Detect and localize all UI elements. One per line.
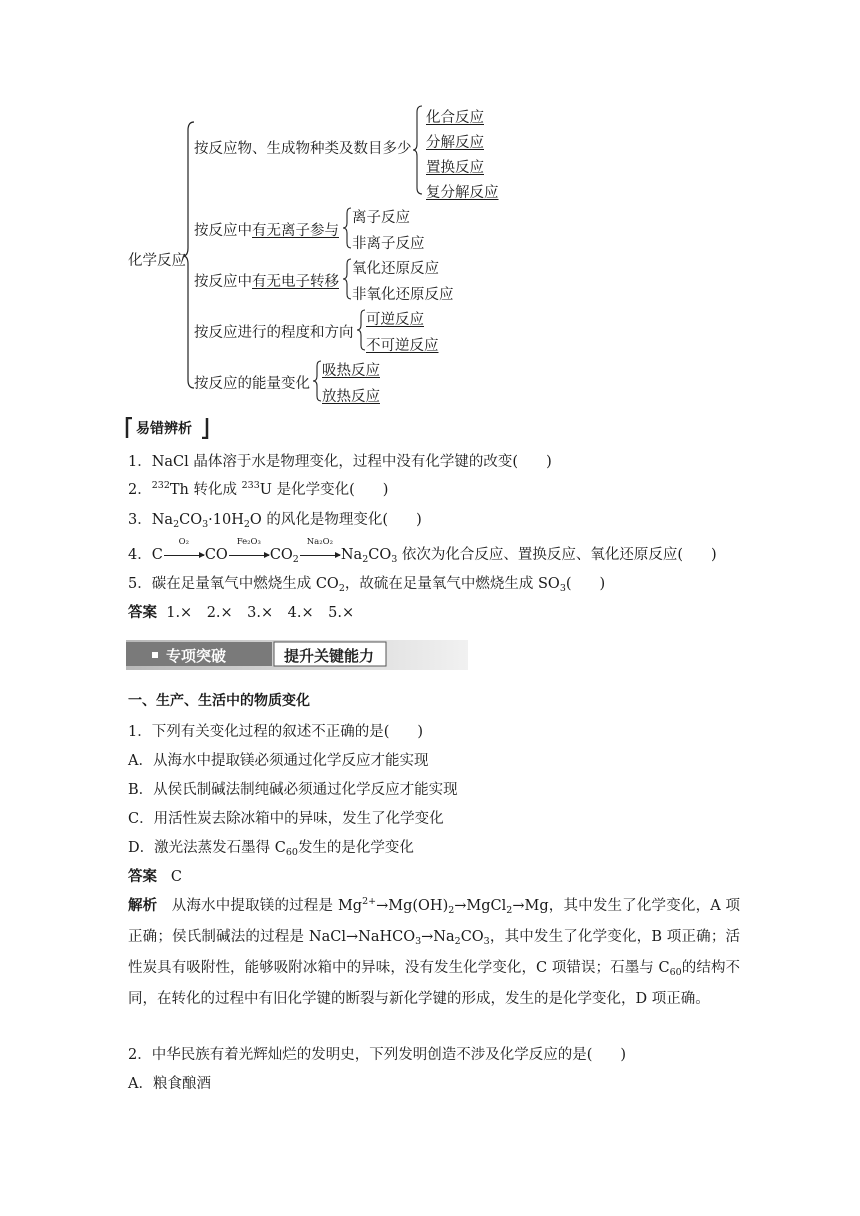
item-endothermic-reaction: 吸热反应 (322, 363, 380, 379)
item-non-ionic-reaction: 非离子反应 (352, 236, 425, 252)
answer-row: 答案 C (128, 868, 182, 885)
reaction-arrow-icon: O₂ (163, 547, 205, 563)
item-double-decomposition-reaction: 复分解反应 (426, 185, 499, 201)
branch-label-ion-participation: 按反应中有无离子参与 (194, 223, 339, 239)
item-redox-reaction: 氧化还原反应 (352, 261, 439, 277)
question-2-option-a: A．粮食酿酒 (128, 1076, 211, 1092)
brace-icon (312, 359, 322, 403)
question-2: 2．$^{232}$Th 转化成 $^{233}$U 是化学变化( ) (128, 480, 389, 498)
question-3: 3．$Na_2CO_3\cdot 10H_2O$ 的风化是物理变化( ) (128, 512, 422, 530)
question-1: 1．NaCl 晶体溶于水是物理变化，过程中没有化学键的改变( ) (128, 454, 552, 470)
section-heading: 一、生产、生活中的物质变化 (128, 693, 310, 709)
item-combination-reaction: 化合反应 (426, 110, 484, 126)
option-b: B．从侯氏制碱法制纯碱必须通过化学反应才能实现 (128, 782, 458, 798)
answer-row: 答案 1.× 2.× 3.× 4.× 5.× (128, 604, 355, 621)
branch-label-reactant-count: 按反应物、生成物种类及数目多少 (194, 141, 412, 157)
item-displacement-reaction: 置换反应 (426, 160, 484, 176)
bracket-open-icon (124, 417, 134, 439)
bracket-close-icon (200, 417, 210, 439)
item-irreversible-reaction: 不可逆反应 (366, 338, 439, 354)
banner-right-label: 提升关键能力 (284, 647, 375, 665)
brace-icon (356, 308, 366, 352)
main-brace-icon (182, 120, 196, 390)
brace-icon (342, 206, 352, 250)
branch-label-electron-transfer: 按反应中有无电子转移 (194, 274, 339, 290)
brace-icon (342, 257, 352, 301)
item-non-redox-reaction: 非氧化还原反应 (352, 287, 454, 303)
banner-left-label: 专项突破 (166, 647, 227, 665)
item-decomposition-reaction: 分解反应 (426, 135, 484, 151)
branch-label-energy-change: 按反应的能量变化 (194, 376, 310, 392)
option-c: C．用活性炭去除冰箱中的异味，发生了化学变化 (128, 811, 444, 827)
reaction-arrow-icon: Na₂O₂ (299, 547, 341, 563)
item-reversible-reaction: 可逆反应 (366, 312, 424, 328)
question-1-stem: 1．下列有关变化过程的叙述不正确的是( ) (128, 724, 424, 740)
item-ionic-reaction: 离子反应 (352, 210, 410, 226)
section-banner (126, 640, 468, 670)
option-d: D．激光法蒸发石墨得 $C_{60}$发生的是化学变化 (128, 840, 414, 858)
question-2-stem: 2．中华民族有着光辉灿烂的发明史，下列发明创造不涉及化学反应的是( ) (128, 1047, 627, 1063)
item-exothermic-reaction: 放热反应 (322, 389, 380, 405)
branch-label-degree-direction: 按反应进行的程度和方向 (194, 325, 354, 341)
question-5: 5．碳在足量氧气中燃烧生成 $CO_2$，故硫在足量氧气中燃烧生成 $SO_3$( ) (128, 576, 606, 594)
tree-root: 化学反应 (128, 253, 186, 269)
analysis-paragraph: 解析 从海水中提取镁的过程是 $Mg^{2+}\to Mg(OH)_2\to MgCl_2\to Mg$，其中发生了化学变化，A 项正确；侯氏制碱法的过程是 $NaCl\to NaHCO_3\to Na_2CO_3$，其中发生了化学变化，B 项正确；活性炭具有吸附性，能够吸附冰箱中的异味，没有发生化学变化，C 项错误；石墨与 $C_{60}$的结构不同，在转化的过程中有旧化学键的断裂与新化学键的形成，发生的是化学变化，D 项正确。 (128, 896, 741, 1007)
reaction-arrow-icon: Fe₂O₃ (228, 547, 270, 563)
question-4: 4．C O₂ CO Fe₂O₃ $CO_2$ Na₂O₂ $Na_2CO_3$ 依次为化合反应、置换反应、氧化还原反应( ) (128, 537, 717, 565)
brace-icon (412, 104, 424, 196)
option-a: A．从海水中提取镁必须通过化学反应才能实现 (128, 753, 429, 769)
